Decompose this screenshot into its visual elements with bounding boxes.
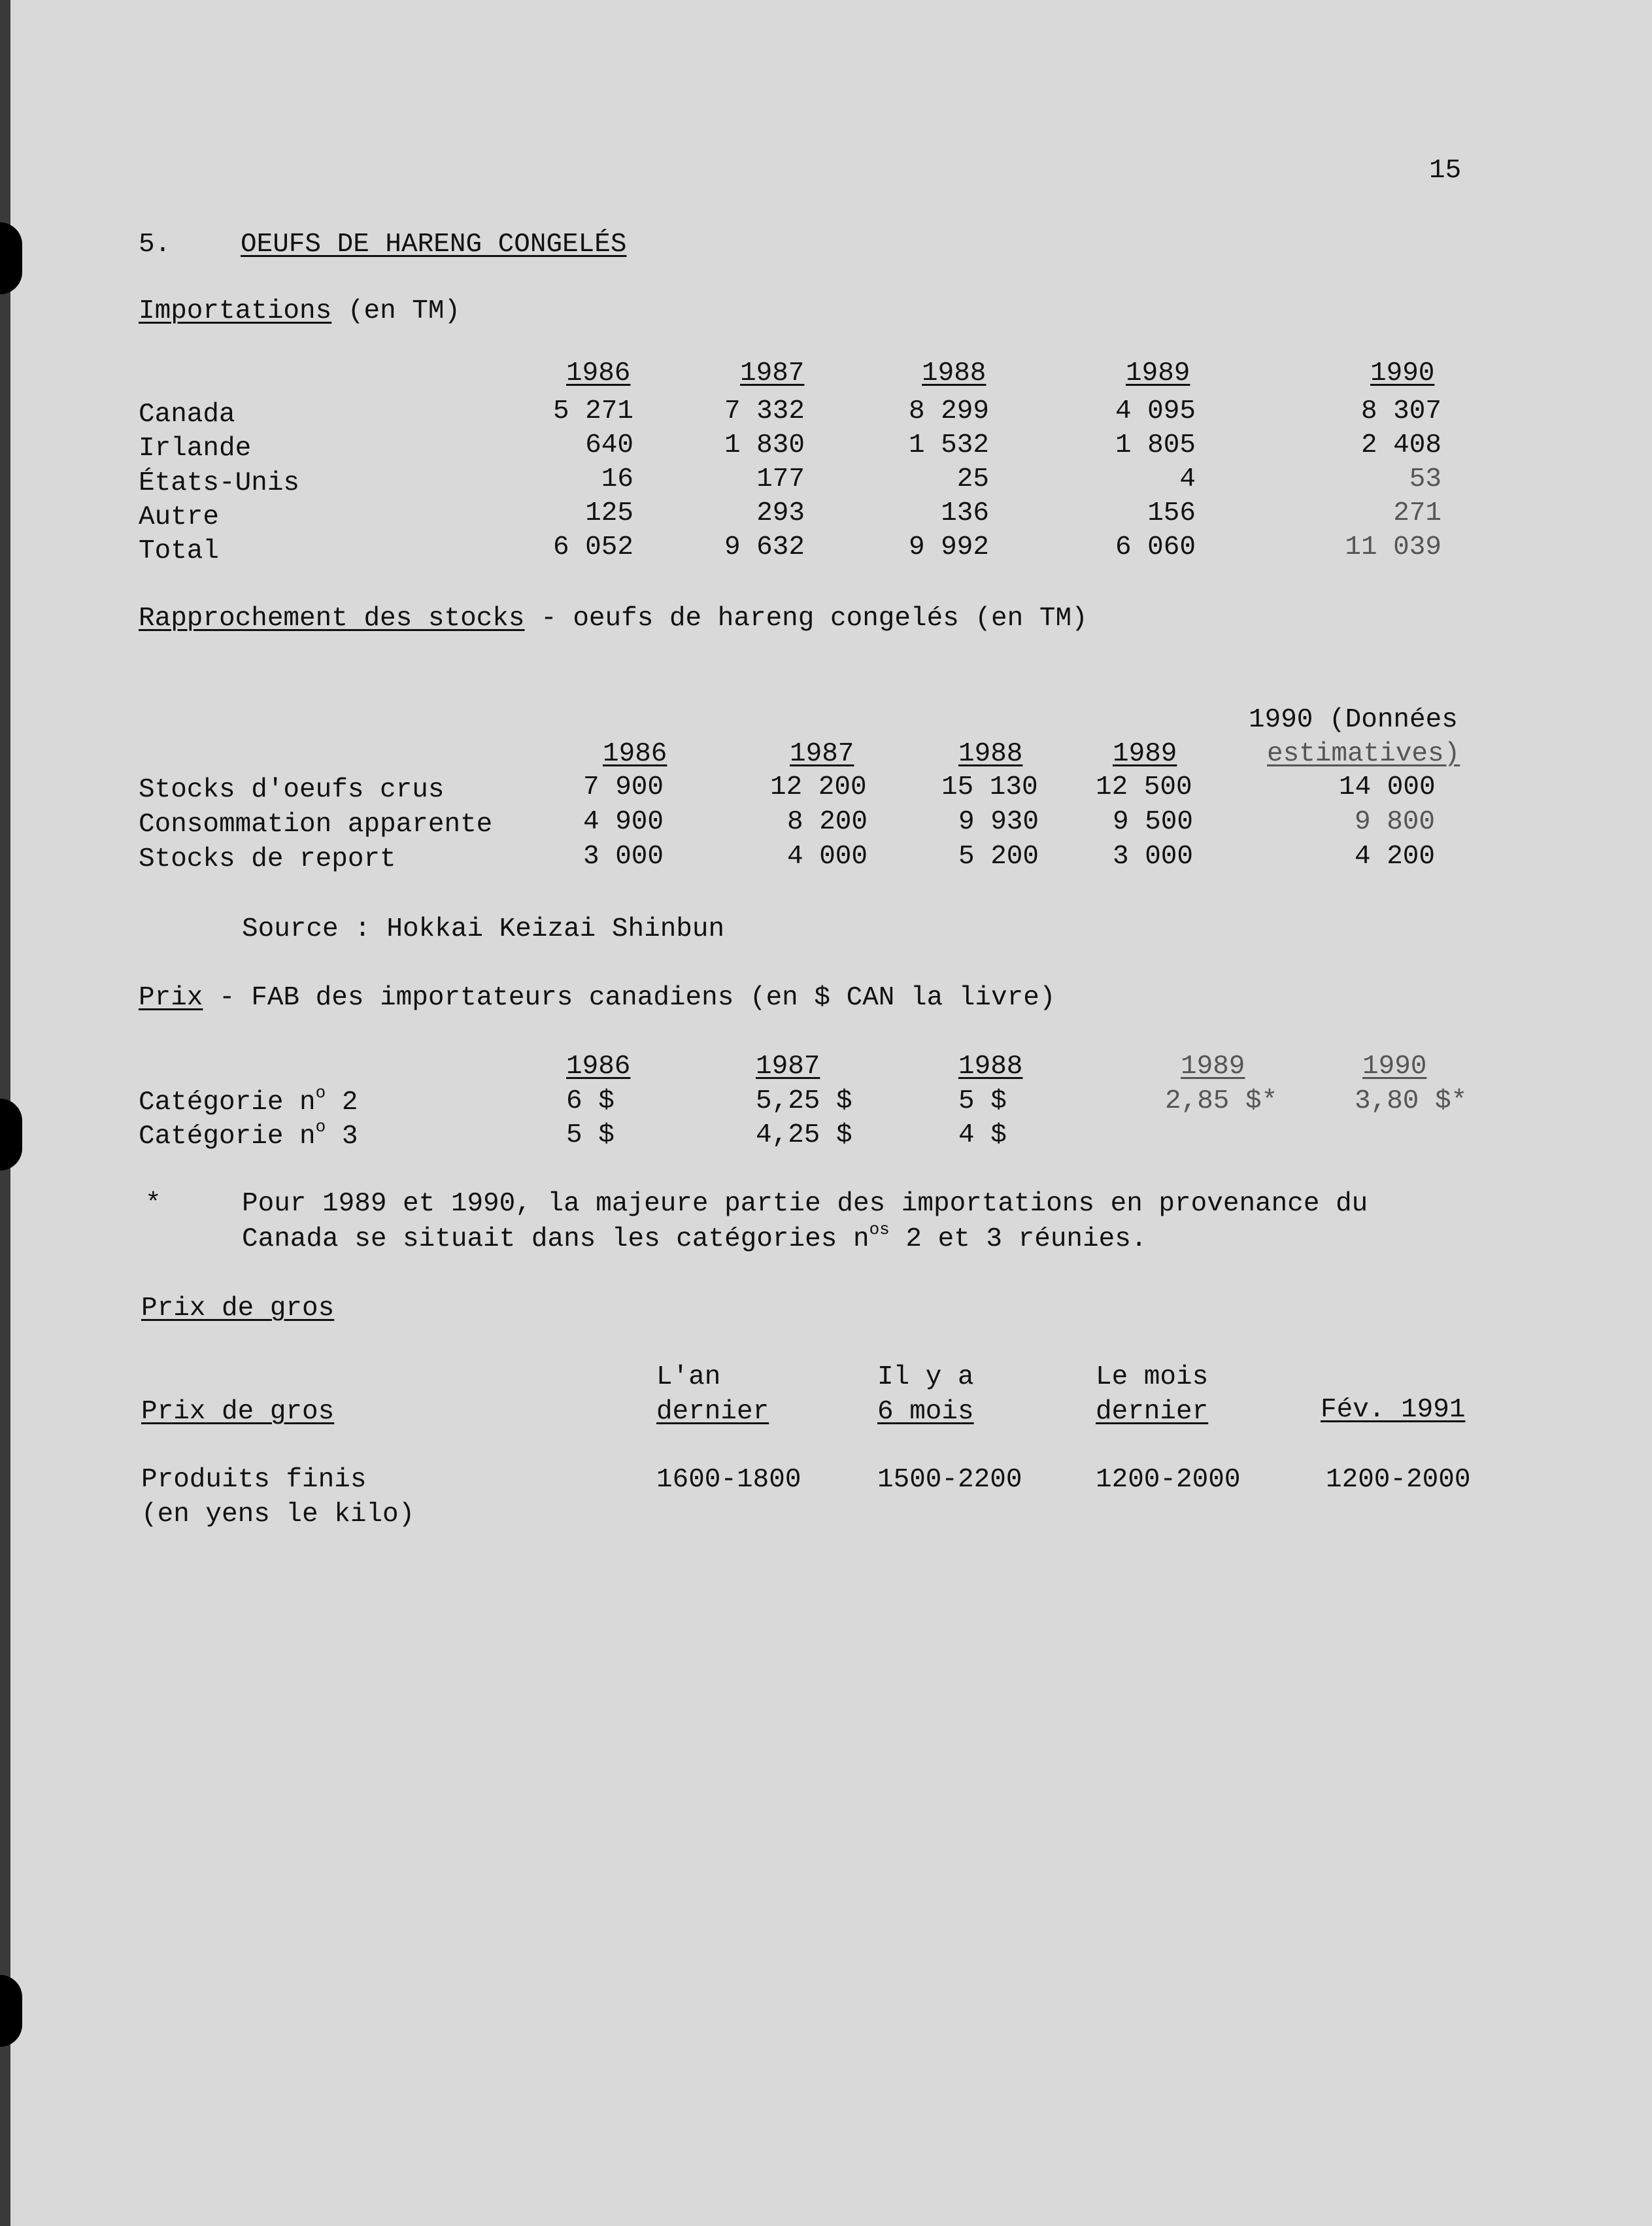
imports-cell: 271 xyxy=(1393,498,1441,528)
stocks-cell: 5 200 xyxy=(958,842,1039,872)
wholesale-header-line1: Le mois xyxy=(1096,1362,1209,1392)
footnote-line-2 xyxy=(242,1222,1147,1258)
stocks-cell: 15 130 xyxy=(941,772,1038,802)
footnote-mark: * xyxy=(145,1189,161,1219)
imports-cell: 125 xyxy=(585,498,633,528)
wholesale-header-line1: Il y a xyxy=(877,1362,974,1392)
wholesale-cell: 1500-2200 xyxy=(877,1465,1022,1495)
imports-heading-text: Importations xyxy=(139,296,332,326)
stocks-col-1990-line2: estimatives) xyxy=(1267,739,1460,769)
prices-year-1990: 1990 xyxy=(1362,1052,1427,1082)
imports-cell: 1 805 xyxy=(1115,430,1196,460)
imports-cell: 177 xyxy=(756,464,805,494)
imports-cell: 9 632 xyxy=(724,532,805,562)
prices-heading-text: Prix xyxy=(139,983,203,1013)
stocks-year-1988: 1988 xyxy=(958,739,1023,769)
stocks-row-label: Consommation apparente xyxy=(139,810,493,840)
imports-year-1986: 1986 xyxy=(566,358,631,388)
imports-cell: 156 xyxy=(1147,498,1196,528)
stocks-year-1987: 1987 xyxy=(790,739,854,769)
stocks-cell: 7 900 xyxy=(583,772,664,802)
footnote-line-2-sup: os xyxy=(869,1220,890,1239)
binder-hole xyxy=(0,1099,22,1171)
imports-year-1989: 1989 xyxy=(1126,358,1190,388)
prices-cell: 6 $ xyxy=(566,1086,615,1116)
wholesale-row-label-unit: (en yens le kilo) xyxy=(141,1499,415,1530)
imports-cell: 4 xyxy=(1179,464,1196,494)
stocks-row-label: Stocks d'oeufs crus xyxy=(139,775,445,805)
binder-hole xyxy=(0,222,22,294)
stocks-cell: 9 930 xyxy=(958,807,1039,837)
imports-cell: 6 060 xyxy=(1115,532,1196,562)
stocks-col-1990-line1: 1990 (Données xyxy=(1249,705,1458,735)
prices-cell: 4 $ xyxy=(958,1120,1007,1150)
section-number: 5. xyxy=(139,230,171,260)
binder-hole xyxy=(0,1975,22,2047)
imports-year-1990: 1990 xyxy=(1370,358,1435,388)
imports-cell: 6 052 xyxy=(552,532,633,562)
prices-cell: 4,25 $ xyxy=(756,1120,852,1150)
imports-cell: 8 299 xyxy=(908,396,989,426)
imports-cell: 293 xyxy=(756,498,805,528)
prices-subtitle: - FAB des importateurs canadiens (en $ CAN la livre) xyxy=(219,983,1056,1013)
footnote-line-2b: 2 et 3 réunies. xyxy=(889,1224,1147,1254)
prices-year-1989: 1989 xyxy=(1181,1052,1245,1082)
stocks-year-1986: 1986 xyxy=(603,739,667,769)
wholesale-header-line2: dernier xyxy=(656,1397,769,1427)
stocks-cell: 9 800 xyxy=(1355,807,1436,837)
wholesale-cell: 1200-2000 xyxy=(1096,1465,1241,1495)
imports-cell: 2 408 xyxy=(1360,430,1441,460)
stocks-cell: 8 200 xyxy=(787,807,868,837)
prices-row-label-sup: o xyxy=(315,1117,326,1137)
stocks-subtitle: - oeufs de hareng congelés (en TM) xyxy=(541,604,1088,634)
stocks-cell: 9 500 xyxy=(1113,807,1194,837)
wholesale-header-line2: 6 mois xyxy=(877,1397,974,1427)
imports-heading xyxy=(139,294,460,328)
page-number: 15 xyxy=(1429,156,1462,186)
imports-cell: 8 307 xyxy=(1360,396,1441,426)
wholesale-header-line2: Fév. 1991 xyxy=(1321,1395,1466,1425)
imports-cell: 25 xyxy=(956,464,989,494)
imports-cell: 9 992 xyxy=(908,532,989,562)
imports-year-1987: 1987 xyxy=(740,358,805,388)
prices-row-label xyxy=(139,1117,358,1156)
prices-heading xyxy=(139,981,1055,1015)
wholesale-header-line2: dernier xyxy=(1096,1397,1209,1427)
stocks-source: Source : Hokkai Keizai Shinbun xyxy=(242,914,725,944)
wholesale-row-label: Produits finis xyxy=(141,1465,367,1495)
prices-cell: 5 $ xyxy=(566,1120,615,1150)
prices-row-label-num: 3 xyxy=(341,1122,358,1152)
imports-cell: 640 xyxy=(585,430,633,460)
imports-cell: 1 830 xyxy=(724,430,805,460)
stocks-heading xyxy=(139,602,1088,636)
wholesale-cell: 1600-1800 xyxy=(656,1465,801,1495)
prices-row-label-text: Catégorie n xyxy=(139,1087,316,1118)
prices-cell: 5,25 $ xyxy=(756,1086,852,1116)
wholesale-col-label: Prix de gros xyxy=(141,1397,335,1427)
stocks-cell: 4 200 xyxy=(1355,842,1436,872)
imports-cell: 53 xyxy=(1409,464,1441,494)
prices-row-label xyxy=(139,1083,358,1122)
prices-year-1988: 1988 xyxy=(958,1052,1023,1082)
imports-row-label: Total xyxy=(139,536,220,566)
wholesale-cell: 1200-2000 xyxy=(1326,1465,1471,1495)
imports-cell: 5 271 xyxy=(552,396,633,426)
imports-row-label: Canada xyxy=(139,400,235,430)
imports-cell: 11 039 xyxy=(1345,532,1441,562)
stocks-row-label: Stocks de report xyxy=(139,844,396,874)
stocks-cell: 3 000 xyxy=(1113,842,1194,872)
stocks-cell: 12 200 xyxy=(770,772,867,802)
stocks-year-1989: 1989 xyxy=(1113,739,1177,769)
imports-year-1988: 1988 xyxy=(922,358,986,388)
footnote-line-1: Pour 1989 et 1990, la majeure partie des importations en provenance du xyxy=(242,1189,1368,1219)
imports-cell: 16 xyxy=(601,464,633,494)
imports-row-label: États-Unis xyxy=(139,468,300,498)
prices-cell: 5 $ xyxy=(958,1086,1007,1116)
stocks-heading-text: Rapprochement des stocks xyxy=(139,604,525,634)
imports-row-label: Irlande xyxy=(139,434,252,464)
wholesale-heading: Prix de gros xyxy=(141,1293,335,1324)
prices-cell: 3,80 $* xyxy=(1355,1086,1468,1116)
imports-cell: 136 xyxy=(941,498,989,528)
prices-cell: 2,85 $* xyxy=(1165,1086,1278,1116)
prices-row-label-text: Catégorie n xyxy=(139,1122,316,1152)
section-title: OEUFS DE HARENG CONGELÉS xyxy=(241,230,627,260)
wholesale-header-line1: L'an xyxy=(656,1362,721,1392)
imports-cell: 1 532 xyxy=(908,430,989,460)
prices-year-1986: 1986 xyxy=(566,1052,631,1082)
stocks-cell: 12 500 xyxy=(1096,772,1192,802)
prices-row-label-num: 2 xyxy=(341,1087,358,1118)
imports-cell: 7 332 xyxy=(724,396,805,426)
stocks-cell: 3 000 xyxy=(583,842,664,872)
imports-row-label: Autre xyxy=(139,502,220,532)
stocks-cell: 4 900 xyxy=(583,807,664,837)
imports-unit: (en TM) xyxy=(347,296,461,326)
prices-year-1987: 1987 xyxy=(756,1052,820,1082)
stocks-cell: 14 000 xyxy=(1339,772,1436,802)
imports-cell: 4 095 xyxy=(1115,396,1196,426)
footnote-line-2a: Canada se situait dans les catégories n xyxy=(242,1224,869,1254)
prices-row-label-sup: o xyxy=(315,1083,326,1103)
stocks-cell: 4 000 xyxy=(787,842,868,872)
